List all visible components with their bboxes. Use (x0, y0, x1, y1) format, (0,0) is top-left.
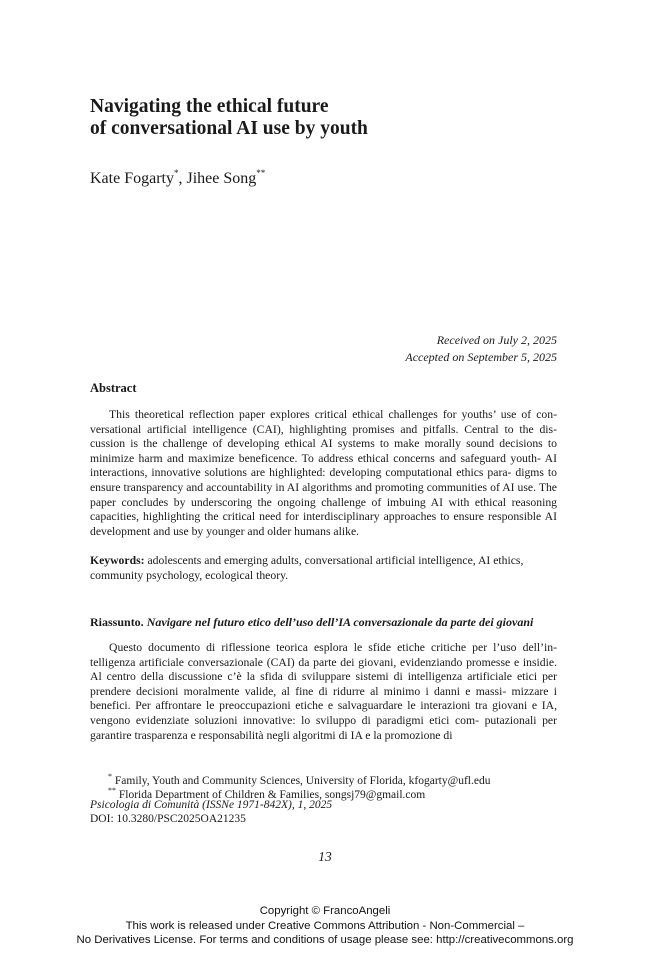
riassunto-label: Riassunto. (90, 615, 144, 629)
abstract-line: ethical reasoning capacities, highlighting the critical need for interdisciplinary approaches to (90, 495, 558, 524)
riassunto-line: telligenza artificiale conversazionale (CAI) da parte dei giovani, evidenziando promesse e (90, 655, 520, 669)
keywords-label: Keywords: (90, 554, 145, 567)
abstract-line: digms to ensure transparency and accountability in AI algorithms and promoting communities (90, 466, 557, 494)
copyright-line: Copyright © FrancoAngeli (259, 905, 391, 917)
license-notice (0, 904, 650, 948)
author-name: Jihee Song (186, 170, 257, 187)
title-line-2: of conversational AI use by youth (90, 118, 368, 139)
footnote-marker: ** (108, 786, 116, 795)
received-date: Received on July 2, 2025 (436, 333, 557, 347)
license-line: No Derivatives License. For terms and conditions of usage please see: http://creativecommons.org (76, 934, 574, 947)
abstract-line: minimize harm and maximize beneficence. To address ethical concerns and safeguard youth- (90, 451, 541, 465)
footnote-text: Family, Youth and Community Sciences, University of Florida, kfogarty@ufl.edu (112, 775, 491, 787)
abstract-line: AI interactions, innovative solutions are highlighted: developing computational ethics para- (90, 451, 557, 480)
abstract-line: ensure responsible AI development and use by younger and older humans alike. (90, 510, 557, 538)
riassunto-title: Navigare nel futuro etico dell’uso dell’IA conversazionale da parte dei giovani (146, 615, 534, 629)
page-number: 13 (318, 849, 332, 864)
abstract-line: cussion is the challenge of developing ethical AI systems to make morally sound decisions to (90, 437, 557, 451)
riassunto-line: etici per prendere decisioni moralmente valide, al fine di ridurre al minimo i danni e massi- (90, 670, 557, 698)
title-line-1: Navigating the ethical future (90, 96, 329, 117)
author-name: Kate Fogarty (90, 170, 174, 187)
abstract-line: versational artificial intelligence (CAI), highlighting promises and pitfalls. Central to the dis- (90, 422, 557, 436)
riassunto-body (90, 641, 557, 743)
license-line: This work is released under Creative Commons Attribution - Non-Commercial – (125, 919, 525, 932)
footnote-text: Florida Department of Children & Families, songsj79@gmail.com (116, 789, 426, 801)
footnote-marker: * (173, 168, 179, 178)
riassunto-line: putazionali per garantire trasparenza e responsabilità negli algoritmi di IA e la promozione di (90, 713, 557, 742)
riassunto-heading (90, 614, 533, 630)
riassunto-line: insidie. Al centro della discussione c’è la sfida di sviluppare sistemi di intelligenza artificiale (90, 655, 557, 684)
footnote-marker: ** (256, 168, 266, 178)
abstract-line: of AI use. The paper concludes by underscoring the ongoing challenge of imbuing AI with (90, 480, 557, 509)
doi: DOI: 10.3280/PSC2025OA21235 (90, 813, 246, 825)
riassunto-line: giovani e IA, vengono evidenziate soluzioni innovative: lo sviluppo di paradigmi etici com- (90, 699, 558, 727)
article-title (90, 96, 570, 140)
riassunto-line: mizzare i benefici. Per affrontare le preoccupazioni etiche e salvaguardare le interazioni tra (90, 684, 558, 713)
journal-citation: Psicologia di Comunità (ISSNe 1971-842X), 1, 2025 (90, 799, 333, 811)
author-list (90, 163, 265, 189)
submission-dates (405, 332, 557, 366)
accepted-date: Accepted on September 5, 2025 (405, 350, 557, 364)
keywords (90, 554, 557, 583)
abstract-heading: Abstract (90, 381, 137, 395)
abstract-body (90, 408, 557, 539)
abstract-line: This theoretical reflection paper explores critical ethical challenges for youths’ use of con- (109, 408, 557, 421)
author-separator: , (178, 170, 187, 187)
riassunto-line: Questo documento di riflessione teorica esplora le sfide etiche critiche per l’uso dell’in- (109, 641, 557, 654)
footnote-marker: * (108, 772, 112, 781)
keywords-line: adolescents and emerging adults, conversational artificial intelligence, AI ethics, (144, 554, 524, 567)
keywords-line: community psychology, ecological theory. (90, 568, 289, 582)
